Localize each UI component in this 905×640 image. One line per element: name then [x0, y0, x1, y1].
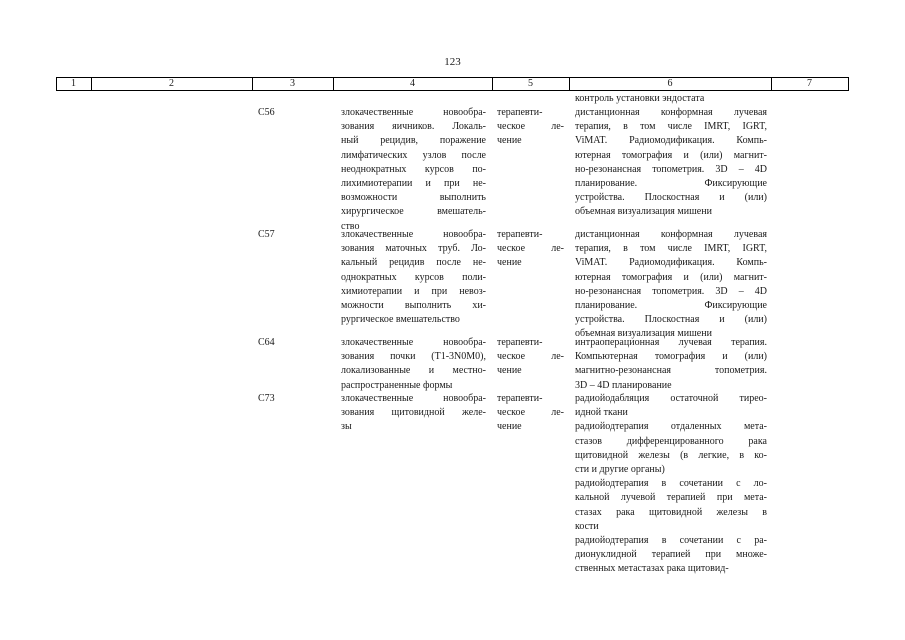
- treatment-type-line: ческое ле-: [497, 243, 564, 255]
- disease-description-line: кальный рецидив после не-: [341, 257, 486, 269]
- treatment-method: [575, 420, 767, 477]
- disease-description-line: неоднократных курсов по-: [341, 163, 486, 175]
- disease-description-line: рургическое вмешательство: [341, 314, 460, 326]
- header-col-1: 1: [71, 78, 76, 89]
- treatment-type-line: терапевти-: [497, 107, 543, 118]
- treatment-method-line: радиойодтерапия в сочетании с ра-: [575, 535, 767, 546]
- disease-description: [341, 392, 486, 435]
- treatment-method-line: идной ткани: [575, 407, 628, 419]
- treatment-type: [497, 228, 564, 271]
- disease-description: [341, 106, 486, 234]
- treatment-type-line: чение: [497, 257, 522, 269]
- disease-description-line: зования щитовидной желе-: [341, 407, 486, 419]
- disease-description-line: лихимиотерапии и при не-: [341, 177, 486, 189]
- header-col-4: 4: [410, 78, 415, 89]
- disease-description-line: злокачественные новообра-: [341, 393, 486, 404]
- treatment-method: [575, 392, 767, 420]
- treatment-type: [497, 106, 564, 149]
- disease-description: [341, 336, 486, 393]
- treatment-method-line: стазов дифференцированного рака: [575, 435, 767, 447]
- treatment-method-line: кости: [575, 520, 599, 532]
- disease-description-line: возможности выполнить: [341, 192, 486, 204]
- disease-description-line: лимфатических узлов после: [341, 149, 486, 161]
- treatment-method-line: интраоперационная лучевая терапия.: [575, 337, 767, 348]
- header-col-6: 6: [667, 78, 673, 89]
- disease-description-line: химиотерапии и при невоз-: [341, 285, 486, 297]
- treatment-method-line: щитовидной железы (в легкие, в ко-: [575, 449, 767, 461]
- treatment-method-line: объемная визуализация мишени: [575, 328, 712, 340]
- treatment-method-line: ютерная томография и (или) магнит-: [575, 271, 767, 283]
- disease-description-line: злокачественные новообра-: [341, 229, 486, 240]
- treatment-type-line: чение: [497, 365, 522, 377]
- row-code: C57: [258, 229, 275, 240]
- treatment-type-line: терапевти-: [497, 229, 543, 240]
- treatment-method-line: терапия, в том числе IMRT, IGRT,: [575, 243, 767, 255]
- disease-description-line: зования маточных труб. Ло-: [341, 243, 486, 255]
- treatment-type-line: ческое ле-: [497, 351, 564, 363]
- disease-description-line: зы: [341, 421, 352, 433]
- treatment-type: [497, 392, 564, 435]
- treatment-type-line: чение: [497, 135, 522, 147]
- treatment-method-line: но-резонансная топометрия. 3D – 4D: [575, 285, 767, 297]
- disease-description-line: хирургическое вмешатель-: [341, 206, 486, 218]
- treatment-method-line: терапия, в том числе IMRT, IGRT,: [575, 121, 767, 133]
- page-number: 123: [444, 56, 461, 68]
- continuation-text: контроль установки эндостата: [575, 93, 705, 104]
- disease-description-line: зования почки (T1-3N0M0),: [341, 351, 486, 363]
- treatment-method-line: объемная визуализация мишени: [575, 206, 712, 218]
- treatment-method-line: но-резонансная топометрия. 3D – 4D: [575, 163, 767, 175]
- disease-description-line: можности выполнить хи-: [341, 299, 486, 311]
- header-col-3: 3: [290, 78, 295, 89]
- header-col-5: 5: [528, 78, 533, 89]
- treatment-type-line: чение: [497, 421, 522, 433]
- treatment-method-line: радиойодтерапия в сочетании с ло-: [575, 478, 767, 490]
- treatment-method-line: стазах рака щитовидной железы в: [575, 506, 767, 518]
- treatment-type-line: ческое ле-: [497, 121, 564, 133]
- treatment-method-line: ственных метастазах рака щитовид-: [575, 563, 729, 575]
- treatment-method-line: дистанционная конформная лучевая: [575, 229, 767, 240]
- disease-description-line: злокачественные новообра-: [341, 337, 486, 348]
- treatment-type-line: ческое ле-: [497, 407, 564, 419]
- treatment-method: [575, 336, 767, 393]
- header-divider: [848, 77, 849, 91]
- disease-description-line: однократных курсов поли-: [341, 271, 486, 283]
- treatment-method: [575, 534, 767, 577]
- treatment-method-line: ютерная томография и (или) магнит-: [575, 149, 767, 161]
- treatment-method-line: кальной лучевой терапией при мета-: [575, 492, 767, 504]
- treatment-method-line: Компьютерная томография и (или): [575, 351, 767, 363]
- row-code: C56: [258, 107, 275, 118]
- treatment-method-line: дистанционная конформная лучевая: [575, 107, 767, 118]
- treatment-method-line: магнитно-резонансная топометрия.: [575, 365, 767, 377]
- treatment-method-line: планирование. Фиксирующие: [575, 177, 767, 189]
- row-code: C73: [258, 393, 275, 404]
- treatment-method: [575, 477, 767, 534]
- treatment-method-line: дионуклидной терапией при множе-: [575, 549, 767, 561]
- treatment-method-line: планирование. Фиксирующие: [575, 299, 767, 311]
- treatment-method-line: радиойодтерапия отдаленных мета-: [575, 421, 767, 433]
- disease-description-line: зования яичников. Локаль-: [341, 121, 486, 133]
- row-code: C64: [258, 337, 275, 348]
- treatment-method-line: сти и другие органы): [575, 463, 665, 475]
- header-bottom-rule: [56, 90, 848, 91]
- treatment-type-line: терапевти-: [497, 393, 543, 404]
- treatment-method-line: 3D – 4D планирование: [575, 379, 672, 391]
- disease-description-line: ство: [341, 220, 360, 232]
- header-col-2: 2: [169, 78, 174, 89]
- treatment-method-line: ViMAT. Радиомодификация. Компь-: [575, 135, 767, 147]
- treatment-method-line: радиойодабляция остаточной тирео-: [575, 393, 767, 404]
- treatment-method: [575, 228, 767, 342]
- disease-description-line: локализованные и местно-: [341, 365, 486, 377]
- header-col-7: 7: [807, 78, 812, 89]
- treatment-type-line: терапевти-: [497, 337, 543, 348]
- disease-description-line: злокачественные новообра-: [341, 107, 486, 118]
- treatment-method-line: устройства. Плоскостная и (или): [575, 314, 767, 326]
- treatment-type: [497, 336, 564, 379]
- treatment-method: [575, 106, 767, 220]
- disease-description: [341, 228, 486, 327]
- disease-description-line: ный рецидив, поражение: [341, 135, 486, 147]
- treatment-method-line: ViMAT. Радиомодификация. Компь-: [575, 257, 767, 269]
- disease-description-line: распространенные формы: [341, 379, 453, 391]
- treatment-method-line: устройства. Плоскостная и (или): [575, 192, 767, 204]
